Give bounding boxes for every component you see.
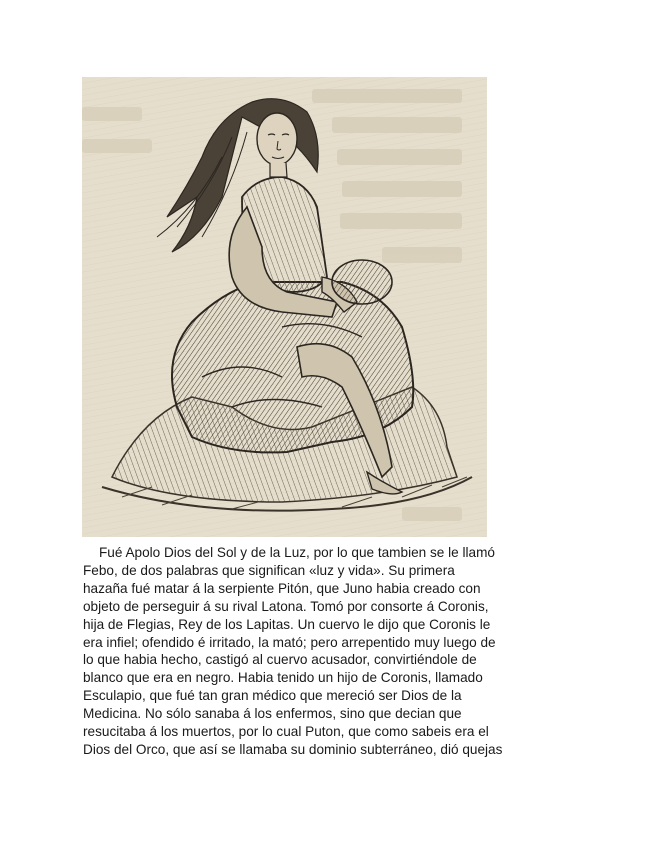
text-line: Dios del Orco, que así se llamaba su dominio subterráneo, dió quejas — [83, 741, 503, 757]
text-line: hija de Flegias, Rey de los Lapitas. Un cuervo le dijo que Coronis le — [83, 616, 491, 632]
text-line: Fué Apolo Dios del Sol y de la Luz, por lo que tambien se le llamó — [99, 545, 495, 560]
seated-woman-engraving-icon — [82, 77, 487, 537]
text-line: blanco que era en negro. Habia tenido un hijo de Coronis, llamado — [83, 670, 483, 686]
text-line: lo que habia hecho, castigó al cuervo acusador, convirtiéndole de — [83, 652, 477, 668]
body-text — [83, 544, 583, 759]
text-line: objeto de perseguir á su rival Latona. Tomó por consorte á Coronis, — [83, 598, 489, 614]
text-line: hazaña fué matar á la serpiente Pitón, que Juno habia creado con — [83, 580, 481, 596]
text-line: Medicina. No sólo sanaba á los enfermos, sino que decian que — [83, 706, 462, 722]
text-line: Esculapio, que fué tan gran médico que mereció ser Dios de la — [83, 688, 462, 704]
text-line: resucitaba á los muertos, por lo cual Puton, que como sabeis era el — [83, 724, 489, 740]
text-line: Febo, de dos palabras que significan «luz y vida». Su primera — [83, 562, 455, 578]
text-line: era infiel; ofendido é irritado, la mató; pero arrepentido muy luego de — [83, 634, 496, 650]
engraving-illustration — [82, 77, 487, 537]
